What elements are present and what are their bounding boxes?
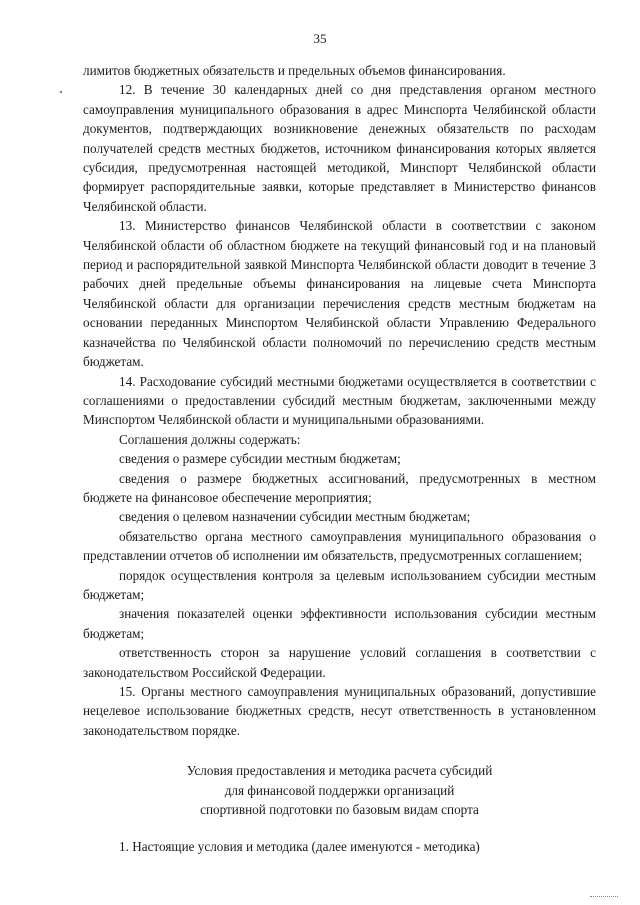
- paragraph-methodology-1: 1. Настоящие условия и методика (далее именуются - методика): [119, 839, 480, 855]
- paragraph-list: [83, 61, 596, 740]
- paragraph: 14. Расходование субсидий местными бюджетами осуществляется в соответствии с соглашениями о предоставлении субсидий местным бюджетам, заключенными между Минспортом Челябинской области и муниципальными образованиями.: [83, 373, 596, 428]
- paragraph: Соглашения должны содержать:: [119, 431, 301, 447]
- paragraph: 13. Министерство финансов Челябинской области в соответствии с законом Челябинской области об областном бюджете на текущий финансовый год и на плановый период и распорядительной заявкой Минспорта Челябинской области доводит в течение 3 рабочих дней предельные объемы финансирования на лицевые счета Минспорта Челябинской области для организации перечисления средств местным бюджетам на основании переданных Минспортом Челябинской области Управлению Федерального казначейства по Челябинской области полномочий по перечислению средств местным бюджетам.: [83, 218, 596, 370]
- paragraph: сведения о целевом назначении субсидии местным бюджетам;: [119, 509, 471, 525]
- section-heading: [83, 761, 596, 819]
- paragraph: обязательство органа местного самоуправления муниципального образования о представлении отчетов об исполнении им обязательств, предусмотренных соглашением;: [83, 528, 596, 564]
- paragraph: сведения о размере субсидии местным бюджетам;: [119, 451, 401, 467]
- heading-line-1: Условия предоставления и методика расчета субсидий: [186, 763, 493, 779]
- paragraph: лимитов бюджетных обязательств и предельных объемов финансирования.: [83, 63, 506, 78]
- scan-edge-mark: [590, 896, 618, 898]
- scan-speck: [60, 91, 62, 93]
- paragraph: сведения о размере бюджетных ассигнований, предусмотренных в местном бюджете на финансовое обеспечение мероприятия;: [83, 470, 596, 505]
- paragraph: 15. Органы местного самоуправления муниципальных образований, допустившие нецелевое использование бюджетных средств, несут ответственность в установленном законодательством порядке.: [83, 684, 596, 738]
- paragraph: порядок осуществления контроля за целевым использованием субсидии местным бюджетам;: [83, 567, 596, 602]
- heading-line-2: для финансовой поддержки организаций: [224, 782, 455, 798]
- page-number: 35: [313, 31, 327, 46]
- heading-line-3: спортивной подготовки по базовым видам спорта: [200, 802, 479, 818]
- paragraph: 12. В течение 30 календарных дней со дня представления органом местного самоуправления муниципального образования в адрес Минспорта Челябинской области документов, подтверждающих возникновение денежных обязательств по расходам получателей средств местных бюджетов, источником финансирования которых является субсидия, предусмотренная настоящей методикой, Минспорт Челябинской области формирует распорядительные заявки, которые представляет в Министерство финансов Челябинской области.: [83, 82, 596, 214]
- paragraph: значения показателей оценки эффективности использования субсидии местным бюджетам;: [83, 606, 596, 641]
- document-body: [83, 61, 596, 857]
- paragraph: ответственность сторон за нарушение условий соглашения в соответствии с законодательством Российской Федерации.: [83, 645, 596, 680]
